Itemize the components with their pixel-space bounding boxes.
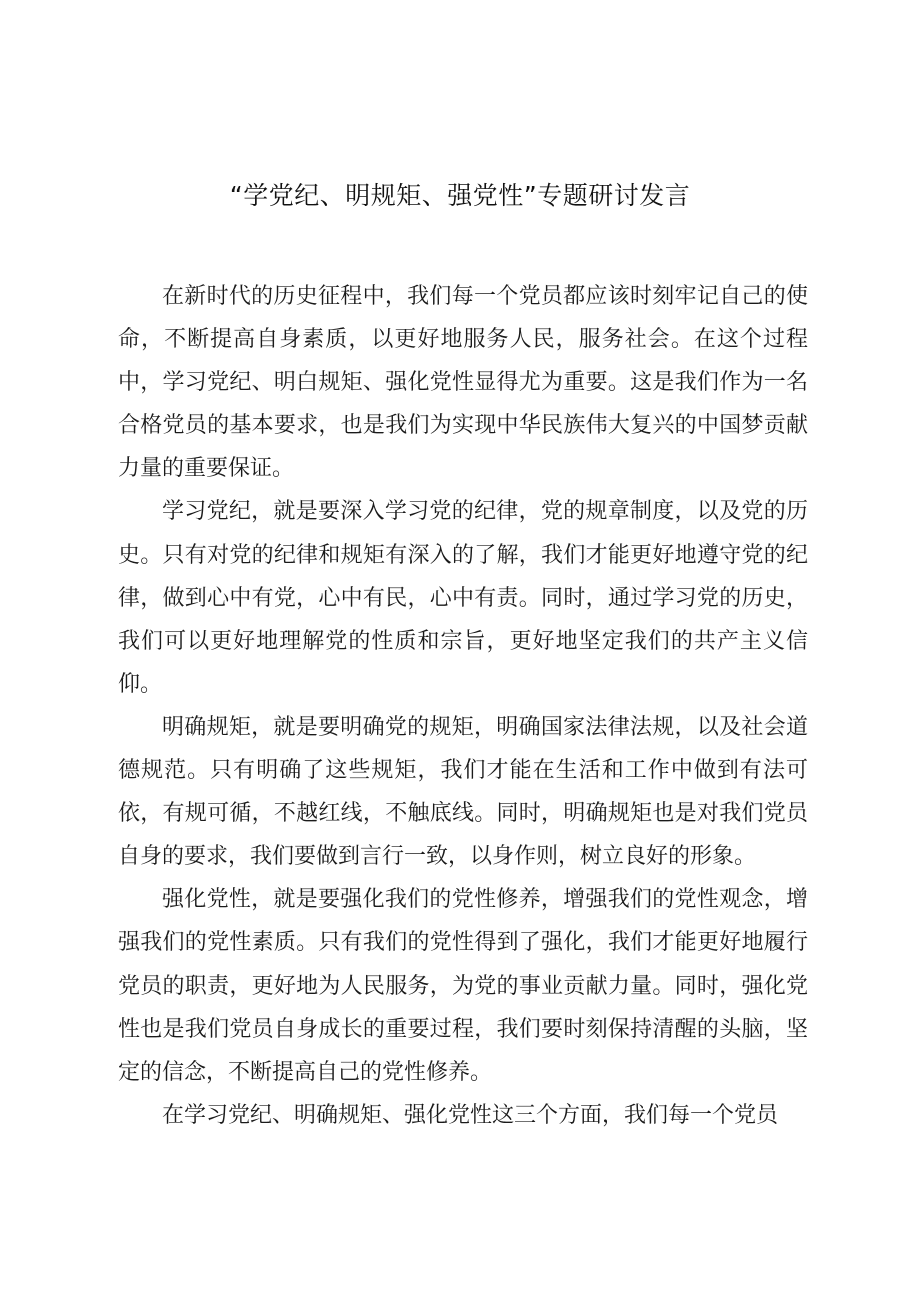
document-title: “学党纪、明规矩、强党性”专题研讨发言: [229, 181, 691, 210]
document-body: [118, 275, 808, 1137]
paragraph: 在学习党纪、明确规矩、强化党性这三个方面，我们每一个党员: [162, 1102, 779, 1128]
paragraph: 强化党性，就是要强化我们的党性修养，增强我们的党性观念，增强我们的党性素质。只有我们的党性得到了强化，我们才能更好地履行党员的职责，更好地为人民服务，为党的事业贡献力量。同时，强化党性也是我们党员自身成长的重要过程，我们要时刻保持清醒的头脑，坚定的信念，不断提高自己的党性修养。: [118, 887, 808, 1085]
paragraph: 明确规矩，就是要明确党的规矩，明确国家法律法规，以及社会道德规范。只有明确了这些规矩，我们才能在生活和工作中做到有法可依，有规可循，不越红线，不触底线。同时，明确规矩也是对我们党员自身的要求，我们要做到言行一致，以身作则，树立良好的形象。: [118, 714, 808, 870]
paragraph: 在新时代的历史征程中，我们每一个党员都应该时刻牢记自己的使命，不断提高自身素质，以更好地服务人民，服务社会。在这个过程中，学习党纪、明白规矩、强化党性显得尤为重要。这是我们作为一名合格党员的基本要求，也是我们为实现中华民族伟大复兴的中国梦贡献力量的重要保证。: [118, 284, 808, 482]
paragraph: 学习党纪，就是要深入学习党的纪律，党的规章制度，以及党的历史。只有对党的纪律和规矩有深入的了解，我们才能更好地遵守党的纪律，做到心中有党，心中有民，心中有责。同时，通过学习党的历史，我们可以更好地理解党的性质和宗旨，更好地坚定我们的共产主义信仰。: [118, 499, 808, 697]
